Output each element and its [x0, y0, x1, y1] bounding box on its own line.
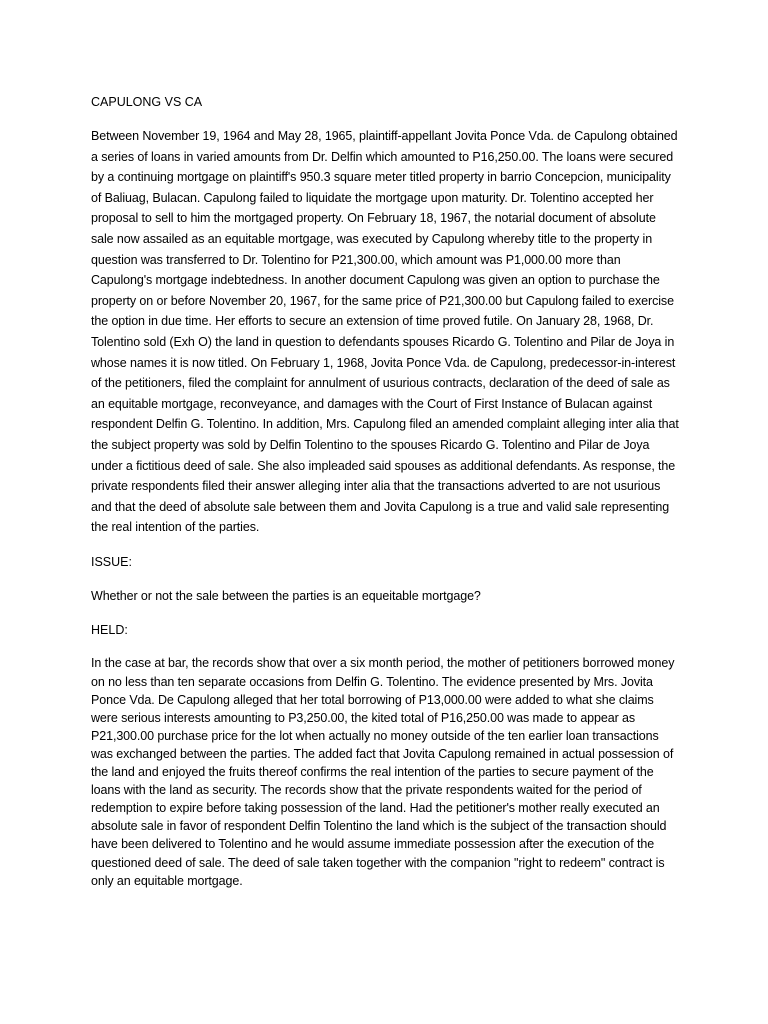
held-paragraph: In the case at bar, the records show that over a six month period, the mother of petitioners borrowed money on no less than ten separate occasions from Delfin G. Tolentino. The evidence presented by Mrs. Jovita Ponce Vda. De Capulong alleged that her total borrowing of P13,000.00 were added to what she claims were serious interests amounting to P3,250.00, the kited total of P16,250.00 was made to appear as P21,300.00 purchase price for the lot when actually no money outside of the ten earlier loan transactions was exchanged between the parties. The added fact that Jovita Capulong remained in actual possession of the land and enjoyed the fruits thereof confirms the real intention of the parties to secure payment of the loans with the land as security. The records show that the private respondents waited for the period of redemption to expire before taking possession of the land. Had the petitioner's mother really executed an absolute sale in favor of respondent Delfin Tolentino the land which is the subject of the transaction should have been delivered to Tolentino and he would assume immediate possession after the execution of the questioned deed of sale. The deed of sale taken together with the companion "right to redeem" contract is only an equitable mortgage. [91, 656, 675, 888]
issue-heading: ISSUE: [91, 554, 132, 569]
case-title: CAPULONG VS CA [91, 95, 203, 109]
held-heading: HELD: [91, 623, 128, 638]
issue-paragraph: Whether or not the sale between the parties is an equeitable mortgage? [91, 588, 481, 603]
facts-paragraph: Between November 19, 1964 and May 28, 1965, plaintiff-appellant Jovita Ponce Vda. de Capulong obtained a series of loans in varied amounts from Dr. Delfin which amounted to P16,250.00. The loans were secured by a continuing mortgage on plaintiff's 950.3 square meter titled property in barrio Concepcion, municipality of Baliuag, Bulacan. Capulong failed to liquidate the mortgage upon maturity. Dr. Tolentino accepted her proposal to sell to him the mortgaged property. On February 18, 1967, the notarial document of absolute sale now assailed as an equitable mortgage, was executed by Capulong whereby title to the property in question was transferred to Dr. Tolentino for P21,300.00, which amount was P1,000.00 more than Capulong's mortgage indebtedness. In another document Capulong was given an option to purchase the property on or before November 20, 1967, for the same price of P21,300.00 but Capulong failed to exercise the option in due time. Her efforts to secure an extension of time proved futile. On January 28, 1968, Dr. Tolentino sold (Exh O) the land in question to defendants spouses Ricardo G. Tolentino and Pilar de Joya in whose names it is now titled. On February 1, 1968, Jovita Ponce Vda. de Capulong, predecessor-in-interest of the petitioners, filed the complaint for annulment of usurious contracts, declaration of the deed of sale as an equitable mortgage, reconveyance, and damages with the Court of First Instance of Bulacan against respondent Delfin G. Tolentino. In addition, Mrs. Capulong filed an amended complaint alleging inter alia that the subject property was sold by Delfin Tolentino to the spouses Ricardo G. Tolentino and Pilar de Joya under a fictitious deed of sale. She also impleaded said spouses as additional defendants. As response, the private respondents filed their answer alleging inter alia that the transactions adverted to are not usurious and that the deed of absolute sale between them and Jovita Capulong is a true and valid sale representing the real intention of the parties. [91, 129, 679, 535]
document-page [91, 92, 681, 890]
